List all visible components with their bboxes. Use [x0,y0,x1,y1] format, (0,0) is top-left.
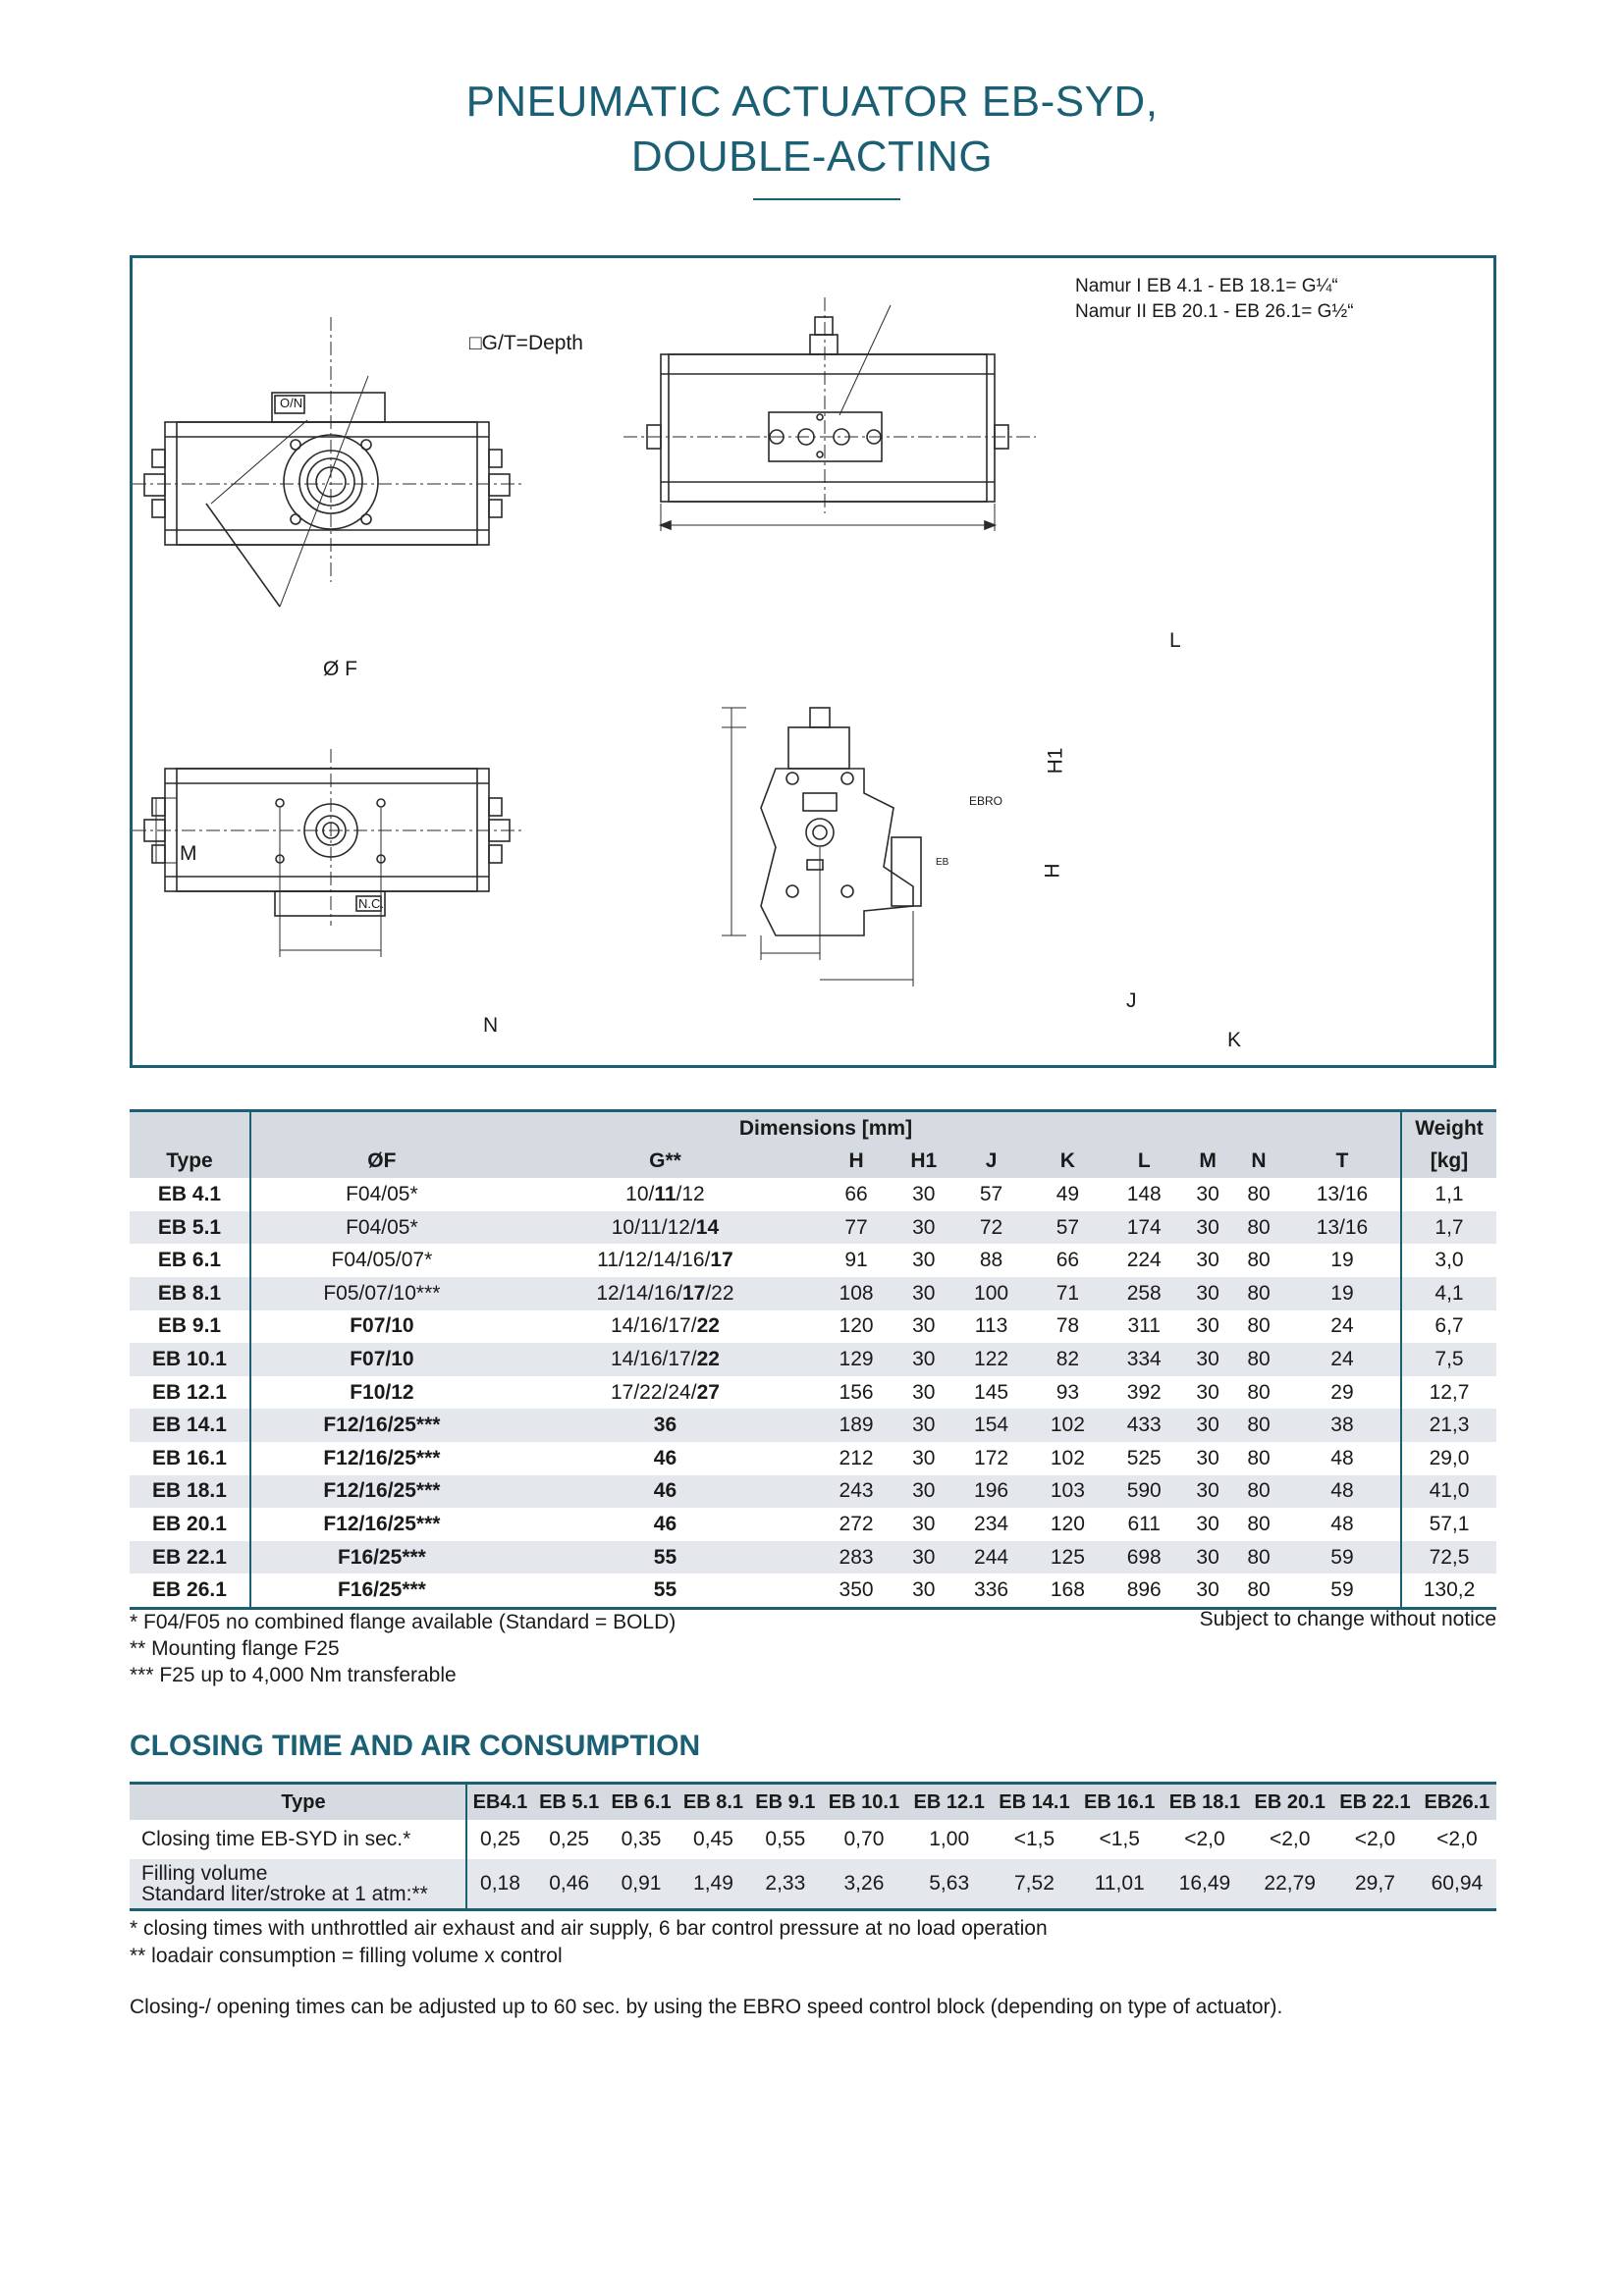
cell-g [513,1343,818,1376]
cell-h: 243 [818,1475,894,1509]
cell-m: 30 [1196,1314,1219,1338]
closing-heading: CLOSING TIME AND AIR CONSUMPTION [130,1730,701,1762]
cell-h: 129 [818,1343,894,1376]
cell-m: 30 [1196,1446,1219,1469]
cell-g-part: 10/11/12/ [611,1215,696,1239]
cell-type: EB 20.1 [130,1508,250,1541]
cell-g-part: /12 [676,1182,705,1205]
cell-m: 30 [1196,1578,1219,1602]
col-f: ØF [250,1146,513,1179]
cell-k: 57 [1029,1211,1106,1245]
types-cell: EB 18.1 [1163,1784,1248,1821]
row1-cell: 0,35 [621,1828,662,1850]
cell-type: EB 10.1 [130,1343,250,1376]
cell-h: 272 [839,1512,874,1535]
cell-g [513,1475,818,1509]
dimension-row [130,1541,1496,1575]
cell-l: 433 [1106,1409,1182,1442]
cell-g-bold: 22 [696,1347,720,1370]
cell-weight: 12,7 [1401,1376,1496,1410]
row1-cell: <1,5 [1013,1828,1056,1850]
h-dimension-label: H [1041,863,1064,879]
types-cell: EB26.1 [1418,1784,1496,1821]
l-dimension-label: L [1169,629,1181,652]
dimension-row [130,1211,1496,1245]
row1-cell: <2,0 [1436,1828,1478,1850]
cell-t: 38 [1284,1409,1401,1442]
cell-m: 30 [1182,1277,1233,1310]
types-cell: EB 20.1 [1247,1784,1332,1821]
row2-cell: 7,52 [992,1859,1077,1910]
row2-cell: 5,63 [906,1859,992,1910]
types-cell: EB 9.1 [749,1784,821,1821]
technical-drawing [130,255,1496,1068]
cell-t: 48 [1330,1446,1354,1469]
cell-m: 30 [1182,1409,1233,1442]
ebro-logo-label: EBRO [969,794,1003,808]
cell-h1: 30 [912,1182,936,1205]
cell-weight: 72,5 [1401,1541,1496,1575]
row2-cell: 60,94 [1418,1859,1496,1910]
cell-f: F12/16/25*** [250,1475,513,1509]
closing-footer-note: Closing-/ opening times can be adjusted up to 60 sec. by using the EBRO speed control block (depending on type of actuator). [130,1996,1283,2018]
cell-n: 80 [1233,1409,1284,1442]
cell-j: 122 [953,1343,1030,1376]
cell-n: 80 [1247,1182,1271,1205]
cell-g [513,1376,818,1410]
closing-time-table [130,1782,1496,1911]
dimension-row [130,1574,1496,1608]
cell-j: 88 [979,1249,1003,1272]
cell-weight: 3,0 [1401,1244,1496,1277]
cell-h: 212 [839,1446,874,1469]
page-title [0,75,1624,185]
cell-m: 30 [1182,1211,1233,1245]
row1-cell: <2,0 [1269,1828,1311,1850]
filling-volume-label-1: Filling volume [141,1862,268,1885]
cell-f: F07/10 [350,1314,414,1338]
filling-volume-label [130,1859,466,1910]
cell-k: 102 [1029,1409,1106,1442]
cell-h: 283 [818,1541,894,1575]
row2-cell: 11,01 [1077,1859,1163,1910]
title-line-1: PNEUMATIC ACTUATOR EB-SYD, [465,78,1159,126]
cell-t: 19 [1330,1249,1354,1272]
cell-h: 189 [818,1409,894,1442]
row1-cell: 0,55 [765,1828,806,1850]
cell-k: 78 [1056,1314,1080,1338]
cell-j: 172 [974,1446,1009,1469]
cell-weight: 1,1 [1401,1178,1496,1211]
cell-g [513,1277,818,1310]
cell-weight: 57,1 [1401,1508,1496,1541]
cell-h: 91 [844,1249,868,1272]
cell-type: EB 16.1 [130,1442,250,1475]
cell-j: 113 [974,1314,1008,1338]
cell-k: 49 [1056,1182,1080,1205]
cell-h1: 30 [912,1380,936,1404]
cell-l: 334 [1106,1343,1182,1376]
row1-cell: 0,70 [843,1828,885,1850]
cell-g [513,1310,818,1344]
cell-weight: 29,0 [1401,1442,1496,1475]
dimensions-body [130,1178,1496,1608]
cell-g [513,1508,818,1541]
cell-l: 896 [1126,1578,1162,1602]
weight-unit-header: [kg] [1401,1146,1496,1179]
cell-t: 13/16 [1316,1182,1369,1205]
row2-cell: 0,18 [466,1859,533,1910]
cell-k: 82 [1029,1343,1106,1376]
dimension-row [130,1178,1496,1211]
cell-g-part: 10/ [625,1182,655,1205]
cell-j: 100 [953,1277,1030,1310]
cell-g [513,1178,818,1211]
cell-g [513,1409,818,1442]
gt-depth-label: □G/T=Depth [469,332,583,354]
cell-g [513,1574,818,1608]
cell-h1: 30 [894,1541,953,1575]
cell-f: F12/16/25*** [323,1512,441,1535]
cell-weight: 6,7 [1401,1310,1496,1344]
footnote-3: *** F25 up to 4,000 Nm transferable [130,1664,457,1686]
dimension-row [130,1244,1496,1277]
row1-cell: <1,5 [1099,1828,1140,1850]
dimension-row [130,1442,1496,1475]
cell-g [513,1442,818,1475]
cell-weight: 7,5 [1401,1343,1496,1376]
cell-h: 120 [839,1314,874,1338]
cell-l: 590 [1106,1475,1182,1509]
cell-k: 66 [1056,1249,1080,1272]
cell-k: 120 [1050,1512,1085,1535]
cell-l: 148 [1126,1182,1162,1205]
cell-g-bold: 46 [653,1479,677,1503]
cell-g-bold: 14 [695,1215,720,1239]
cell-g-part: 14/16/17/ [610,1347,697,1370]
closing-header-row [130,1784,1496,1821]
col-m: M [1182,1146,1233,1179]
cell-f: F10/12 [350,1380,414,1404]
row2-cell: 2,33 [749,1859,821,1910]
cell-g-bold: 36 [653,1414,677,1437]
cell-h: 108 [818,1277,894,1310]
cell-type: EB 26.1 [130,1574,250,1608]
filling-volume-row [130,1859,1496,1910]
closing-time-row [130,1820,1496,1859]
cell-g-part: 17/22/24/ [610,1380,697,1404]
row2-cell: 29,7 [1332,1859,1418,1910]
title-line-2: DOUBLE-ACTING [630,133,994,181]
cell-g-bold: 55 [653,1578,677,1602]
row2-cell: 3,26 [822,1859,907,1910]
dimension-row [130,1475,1496,1509]
col-j: J [953,1146,1030,1179]
cell-k: 168 [1050,1578,1085,1602]
col-l: L [1106,1146,1182,1179]
cell-n: 80 [1247,1314,1271,1338]
cell-g-part: 11/12/14/16/ [597,1249,711,1272]
eb-plate-label: EB [936,857,949,868]
cell-g [513,1541,818,1575]
cell-m: 30 [1196,1380,1219,1404]
cell-f: F12/16/25*** [250,1409,513,1442]
cell-f: F16/25*** [250,1541,513,1575]
cell-n: 80 [1233,1475,1284,1509]
weight-header: Weight [1401,1111,1496,1146]
footnote-2: ** Mounting flange F25 [130,1637,340,1660]
types-cell: EB 5.1 [533,1784,605,1821]
side-view [623,297,1036,531]
cell-n: 80 [1247,1249,1271,1272]
cell-type: EB 5.1 [130,1211,250,1245]
cell-t: 24 [1330,1314,1354,1338]
cell-f: F12/16/25*** [323,1446,441,1469]
row1-cell: <2,0 [1184,1828,1225,1850]
cell-m: 30 [1182,1475,1233,1509]
cell-h1: 30 [912,1446,936,1469]
subject-to-change-note: Subject to change without notice [1199,1608,1496,1630]
cell-n: 80 [1233,1343,1284,1376]
f-diameter-label: Ø F [323,658,357,680]
cell-g-bold: 17 [681,1281,706,1305]
cell-j: 196 [953,1475,1030,1509]
row1-cell: 0,25 [549,1828,590,1850]
cell-m: 30 [1182,1541,1233,1575]
cell-m: 30 [1196,1182,1219,1205]
cell-type: EB 22.1 [130,1541,250,1575]
cell-l: 224 [1126,1249,1162,1272]
row1-cell: 0,25 [480,1828,520,1850]
cell-weight: 21,3 [1401,1409,1496,1442]
cell-g-bold: 46 [653,1512,677,1535]
cell-t: 13/16 [1284,1211,1401,1245]
cell-h: 77 [818,1211,894,1245]
cell-k: 103 [1029,1475,1106,1509]
types-cell: EB 6.1 [605,1784,677,1821]
dimension-row [130,1343,1496,1376]
cell-g-bold: 27 [696,1380,720,1404]
cell-t: 59 [1330,1578,1354,1602]
closing-note-2: ** loadair consumption = filling volume x control [130,1945,563,1967]
cell-k: 71 [1029,1277,1106,1310]
dimension-row [130,1310,1496,1344]
row2-cell: 0,46 [533,1859,605,1910]
cell-f: F04/05* [250,1211,513,1245]
col-k: K [1029,1146,1106,1179]
cell-type: EB 18.1 [130,1475,250,1509]
cell-l: 698 [1106,1541,1182,1575]
title-underline [753,198,900,200]
cell-h1: 30 [912,1578,936,1602]
cell-type: EB 12.1 [130,1376,250,1410]
cell-type: EB 6.1 [130,1244,250,1277]
top-view [133,317,525,607]
row2-cell: 1,49 [677,1859,749,1910]
cell-j: 234 [974,1512,1009,1535]
cell-f: F05/07/10*** [250,1277,513,1310]
col-g: G** [513,1146,818,1179]
cell-h1: 30 [894,1277,953,1310]
cell-l: 311 [1127,1314,1161,1338]
cell-k: 102 [1050,1446,1085,1469]
types-cell: EB 16.1 [1077,1784,1163,1821]
row1-cell: 0,45 [693,1828,733,1850]
cell-f: F07/10 [250,1343,513,1376]
cell-l: 611 [1127,1512,1161,1535]
cell-g-bold: 55 [653,1545,677,1569]
types-cell: EB 8.1 [677,1784,749,1821]
k-dimension-label: K [1227,1029,1242,1051]
cell-m: 30 [1196,1512,1219,1535]
cell-weight: 1,7 [1401,1211,1496,1245]
cell-type: EB 14.1 [130,1409,250,1442]
namur-label-2: Namur II EB 20.1 - EB 26.1= G½“ [1075,301,1354,322]
row2-cell: 22,79 [1247,1859,1332,1910]
cell-l: 174 [1106,1211,1182,1245]
cell-t: 59 [1284,1541,1401,1575]
cell-j: 244 [953,1541,1030,1575]
cell-n: 80 [1233,1277,1284,1310]
row1-cell: 1,00 [929,1828,970,1850]
cell-f: F04/05* [346,1182,418,1205]
col-h1: H1 [894,1146,953,1179]
cell-n: 80 [1247,1512,1271,1535]
dimension-row [130,1277,1496,1310]
cell-weight: 130,2 [1401,1574,1496,1608]
cell-f: F16/25*** [337,1578,426,1602]
nc-plate-label: N.C. [358,896,384,911]
cell-l: 392 [1126,1380,1162,1404]
cell-j: 145 [974,1380,1009,1404]
cell-type: EB 8.1 [130,1277,250,1310]
closing-time-label: Closing time EB-SYD in sec.* [130,1820,466,1859]
cell-g-bold: 46 [653,1446,677,1469]
cell-g [513,1211,818,1245]
cell-k: 125 [1029,1541,1106,1575]
cell-m: 30 [1196,1249,1219,1272]
cell-g-bold: 22 [696,1314,720,1338]
col-n: N [1233,1146,1284,1179]
cell-j: 336 [974,1578,1009,1602]
cell-t: 24 [1284,1343,1401,1376]
cell-g-part: /22 [705,1281,734,1305]
types-cell: EB 10.1 [822,1784,907,1821]
cell-h1: 30 [894,1409,953,1442]
end-view [722,708,921,987]
cell-h: 66 [844,1182,868,1205]
dimensions-header-row-2 [130,1146,1496,1179]
col-t: T [1284,1146,1401,1179]
cell-k: 93 [1056,1380,1080,1404]
namur-label-1: Namur I EB 4.1 - EB 18.1= G¼“ [1075,276,1338,296]
cell-j: 154 [953,1409,1030,1442]
col-type: Type [130,1146,250,1179]
cell-h1: 30 [912,1249,936,1272]
cell-h1: 30 [894,1211,953,1245]
cell-n: 80 [1233,1211,1284,1245]
filling-volume-label-2: Standard liter/stroke at 1 atm:** [141,1883,428,1905]
dimension-row [130,1409,1496,1442]
cell-h1: 30 [894,1343,953,1376]
dimension-row [130,1376,1496,1410]
cell-g-bold: 11 [654,1182,677,1205]
cell-weight: 4,1 [1401,1277,1496,1310]
row1-cell: <2,0 [1354,1828,1396,1850]
cell-n: 80 [1247,1446,1271,1469]
on-plate-label: O/N [280,396,303,410]
cell-h1: 30 [912,1512,936,1535]
col-h: H [818,1146,894,1179]
closing-type-label: Type [130,1784,466,1821]
cell-g-part: 14/16/17/ [610,1314,697,1338]
j-dimension-label: J [1126,989,1137,1012]
footnote-1: * F04/F05 no combined flange available (Standard = BOLD) [130,1611,677,1633]
cell-h: 156 [839,1380,874,1404]
cell-f: F04/05/07* [331,1249,433,1272]
cell-t: 48 [1330,1512,1354,1535]
cell-j: 57 [979,1182,1003,1205]
cell-n: 80 [1247,1380,1271,1404]
cell-h1: 30 [912,1314,936,1338]
dimensions-table [130,1109,1496,1610]
cell-n: 80 [1247,1578,1271,1602]
cell-m: 30 [1182,1343,1233,1376]
cell-t: 48 [1284,1475,1401,1509]
types-cell: EB 22.1 [1332,1784,1418,1821]
cell-g-bold: 17 [710,1249,733,1272]
types-cell: EB4.1 [466,1784,533,1821]
cell-t: 29 [1330,1380,1354,1404]
row2-cell: 0,91 [605,1859,677,1910]
cell-j: 72 [953,1211,1030,1245]
m-dimension-label: M [180,842,197,865]
cell-h1: 30 [894,1475,953,1509]
dimensions-header-row-1 [130,1111,1496,1146]
n-dimension-label: N [483,1014,499,1037]
cell-h: 350 [839,1578,874,1602]
types-cell: EB 14.1 [992,1784,1077,1821]
closing-note-1: * closing times with unthrottled air exhaust and air supply, 6 bar control pressure at no load operation [130,1917,1048,1940]
cell-g [513,1244,818,1277]
dimension-row [130,1508,1496,1541]
cell-type: EB 4.1 [130,1178,250,1211]
cell-l: 525 [1126,1446,1162,1469]
dimensions-group-header: Dimensions [mm] [250,1111,1401,1146]
cell-type: EB 9.1 [130,1310,250,1344]
cell-n: 80 [1233,1541,1284,1575]
types-cell: EB 12.1 [906,1784,992,1821]
h1-dimension-label: H1 [1044,747,1067,774]
cell-t: 19 [1284,1277,1401,1310]
cell-l: 258 [1106,1277,1182,1310]
cell-weight: 41,0 [1401,1475,1496,1509]
row2-cell: 16,49 [1163,1859,1248,1910]
cell-g-part: 12/14/16/ [596,1281,682,1305]
